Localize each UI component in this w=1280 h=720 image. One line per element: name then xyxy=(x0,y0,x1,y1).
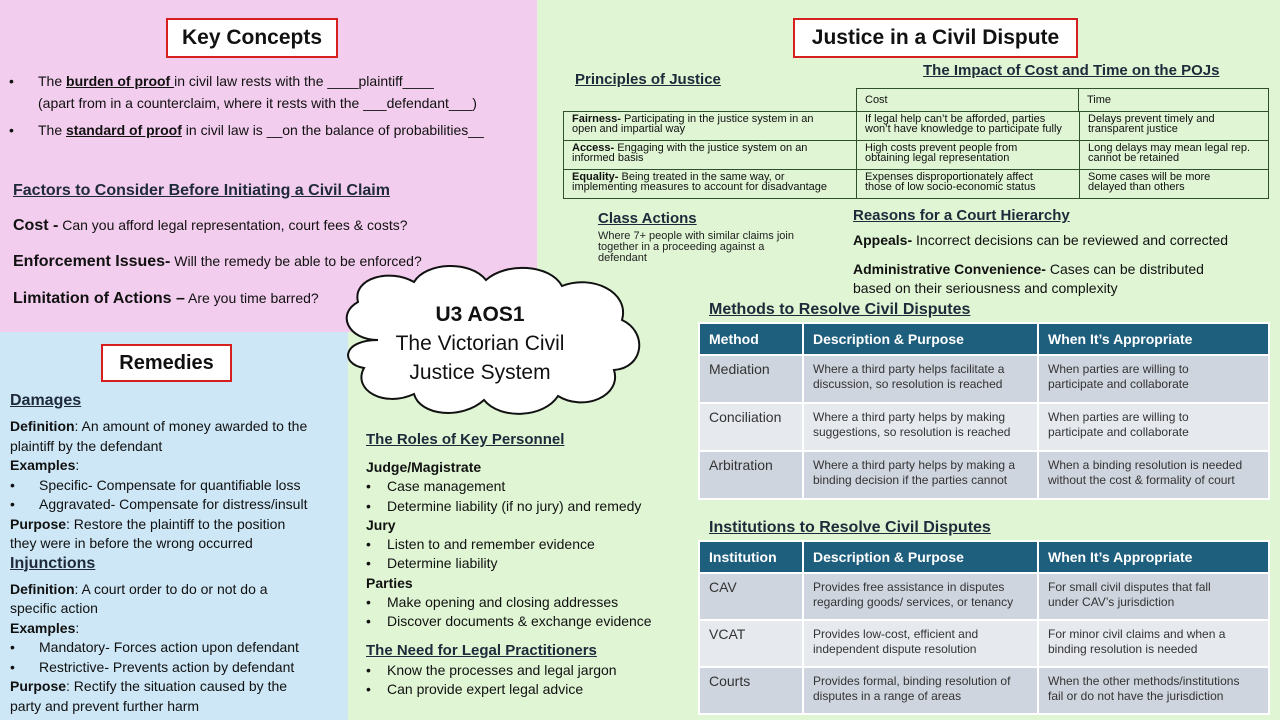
injunctions-definition-2: specific action xyxy=(10,600,98,616)
time-text: delayed than others xyxy=(1088,181,1185,193)
table-row xyxy=(699,573,1269,620)
bullet-icon: • xyxy=(366,536,371,553)
definition-text: : A court order to do or not do a xyxy=(74,580,268,597)
admin-reason xyxy=(853,261,1204,277)
b2-post: in civil law is __on the balance of probabilities__ xyxy=(181,122,484,138)
desc-line: Where a third party helps by making xyxy=(813,410,1006,424)
institution-when xyxy=(1038,573,1269,620)
bullet-icon: • xyxy=(10,639,15,655)
poj-table-header xyxy=(856,88,1269,112)
unit-label: U3 AOS1 xyxy=(435,303,525,326)
method-when xyxy=(1038,355,1269,403)
bullet-icon: • xyxy=(10,476,15,493)
damages-purpose-2: they were in before the wrong occurred xyxy=(10,535,253,551)
impact-heading: The Impact of Cost and Time on the POJs xyxy=(923,62,1220,79)
role-text: Listen to and remember evidence xyxy=(387,536,595,553)
time-text: Some cases will be more xyxy=(1088,171,1211,183)
column-header: When It’s Appropriate xyxy=(1038,541,1269,573)
header-cost: Cost xyxy=(857,89,1079,112)
example-text: Restrictive- Prevents action by defendant xyxy=(39,658,295,675)
factor-limitation xyxy=(13,290,319,308)
factor-label: Cost - xyxy=(13,217,59,234)
factors-heading: Factors to Consider Before Initiating a Civil Claim xyxy=(13,182,390,199)
desc-line: binding decision if the parties cannot xyxy=(813,473,1008,487)
burden-of-proof-term: burden of proof xyxy=(66,73,175,89)
institutions-heading: Institutions to Resolve Civil Disputes xyxy=(709,519,991,536)
desc-line: Provides free assistance in disputes xyxy=(813,580,1005,594)
examples-label: Examples xyxy=(10,457,76,473)
institution-name: VCAT xyxy=(699,620,803,667)
poj-desc: informed basis xyxy=(572,152,644,164)
example-text: Aggravated- Compensate for distress/insult xyxy=(39,496,308,512)
time-cell xyxy=(1080,141,1269,170)
list-item xyxy=(10,495,350,515)
bullet-icon: • xyxy=(10,658,15,675)
column-header: When It’s Appropriate xyxy=(1038,323,1269,355)
purpose-text: : Restore the plaintiff to the position xyxy=(66,515,286,532)
cost-cell xyxy=(857,141,1080,170)
purpose-text: : Rectify the situation caused by the xyxy=(66,678,288,694)
remedies-content xyxy=(10,391,350,716)
method-desc xyxy=(803,403,1038,451)
table-row xyxy=(699,620,1269,667)
table-row xyxy=(564,112,1269,141)
poj-term: Equality- xyxy=(572,171,619,183)
poj-cell xyxy=(564,141,857,170)
desc-line: Provides formal, binding resolution of xyxy=(813,674,1011,688)
role-text: Determine liability (if no jury) and remedy xyxy=(387,497,642,514)
counterclaim-note: (apart from in a counterclaim, where it rests with the ___defendant___) xyxy=(38,95,477,111)
bullet-icon: • xyxy=(366,555,371,572)
table-row xyxy=(564,170,1269,199)
poj-cell xyxy=(564,170,857,199)
poj-desc: open and impartial way xyxy=(572,123,686,135)
header-time: Time xyxy=(1079,89,1269,112)
table-row xyxy=(699,451,1269,499)
when-line: For minor civil claims and when a xyxy=(1048,627,1226,641)
examples-colon: : xyxy=(75,457,80,473)
appeals-label: Appeals- xyxy=(853,232,913,248)
institution-when xyxy=(1038,667,1269,714)
factor-cost xyxy=(13,217,408,235)
practitioner-text: Can provide expert legal advice xyxy=(387,680,584,697)
roles-section xyxy=(366,430,696,699)
admin-text: Cases can be distributed xyxy=(1045,261,1204,277)
list-item xyxy=(366,661,696,680)
column-header: Description & Purpose xyxy=(803,323,1038,355)
roles-heading: The Roles of Key Personnel xyxy=(366,431,565,448)
bullet-icon: • xyxy=(366,613,371,630)
bullet-icon: • xyxy=(366,661,371,678)
poj-cell xyxy=(564,112,857,141)
time-text: transparent justice xyxy=(1088,123,1178,135)
method-desc xyxy=(803,451,1038,499)
method-when xyxy=(1038,451,1269,499)
damages-definition xyxy=(10,417,350,437)
appeals-text: Incorrect decisions can be reviewed and corrected xyxy=(912,232,1229,248)
b1-pre: The xyxy=(38,73,67,89)
bullet-icon: • xyxy=(9,73,14,89)
list-item xyxy=(10,476,350,496)
damages-definition-2: plaintiff by the defendant xyxy=(10,437,163,454)
poj-desc: Engaging with the justice system on an xyxy=(614,142,808,154)
poj-desc: Participating in the justice system in an xyxy=(620,113,814,125)
definition-text: : An amount of money awarded to the xyxy=(74,418,308,434)
admin-reason-2: based on their seriousness and complexity xyxy=(853,280,1118,296)
list-item xyxy=(366,497,696,516)
poj-desc: Being treated in the same way, or xyxy=(618,171,785,183)
standard-of-proof-line xyxy=(38,122,484,138)
key-concepts-title: Key Concepts xyxy=(166,18,338,58)
bullet-icon: • xyxy=(366,594,371,611)
list-item xyxy=(366,612,696,631)
table-header-row xyxy=(699,323,1269,355)
role-group-name: Jury xyxy=(366,516,396,533)
when-line: When a binding resolution is needed xyxy=(1048,458,1243,472)
examples-label: Examples xyxy=(10,619,76,636)
purpose-label: Purpose xyxy=(10,678,67,694)
column-header: Method xyxy=(699,323,803,355)
when-line: participate and collaborate xyxy=(1048,377,1189,391)
institution-name: Courts xyxy=(699,667,803,714)
damages-examples-label xyxy=(10,456,350,476)
poj-heading: Principles of Justice xyxy=(575,71,721,88)
desc-line: Where a third party helps facilitate a xyxy=(813,362,1005,376)
when-line: When parties are willing to xyxy=(1048,362,1189,376)
cost-cell xyxy=(857,170,1080,199)
when-line: For small civil disputes that fall xyxy=(1048,580,1211,594)
injunctions-heading: Injunctions xyxy=(10,554,96,572)
table-row xyxy=(699,667,1269,714)
list-item xyxy=(366,554,696,573)
method-when xyxy=(1038,403,1269,451)
desc-line: Where a third party helps by making a xyxy=(813,458,1016,472)
poj-term: Access- xyxy=(572,142,615,154)
bullet-icon: • xyxy=(366,680,371,697)
examples-colon: : xyxy=(75,619,80,636)
desc-line: disputes in a range of areas xyxy=(813,689,962,703)
methods-table xyxy=(698,322,1270,500)
injunctions-purpose xyxy=(10,677,350,697)
time-cell xyxy=(1080,112,1269,141)
b2-pre: The xyxy=(38,122,67,138)
column-header: Institution xyxy=(699,541,803,573)
bullet-icon: • xyxy=(366,497,371,514)
institution-when xyxy=(1038,620,1269,667)
definition-label: Definition xyxy=(10,580,75,597)
column-header: Description & Purpose xyxy=(803,541,1038,573)
legal-practitioners-heading: The Need for Legal Practitioners xyxy=(366,641,597,659)
injunctions-definition xyxy=(10,580,350,600)
bullet-icon: • xyxy=(366,478,371,495)
injunctions-purpose-2: party and prevent further harm xyxy=(10,697,200,714)
method-name: Arbitration xyxy=(699,451,803,499)
bullet-icon: • xyxy=(10,496,15,512)
institution-name: CAV xyxy=(699,573,803,620)
class-actions-line: together in a proceeding against a xyxy=(598,241,765,253)
example-text: Mandatory- Forces action upon defendant xyxy=(39,639,299,655)
factor-label: Limitation of Actions – xyxy=(13,290,185,307)
cost-cell xyxy=(857,112,1080,141)
when-line: under CAV’s jurisdiction xyxy=(1048,595,1175,609)
factor-text: Are you time barred? xyxy=(184,290,319,306)
list-item xyxy=(366,477,696,496)
method-name: Mediation xyxy=(699,355,803,403)
poj-desc: implementing measures to account for disadvantage xyxy=(572,181,827,193)
role-group-name: Parties xyxy=(366,574,413,591)
bullet-icon: • xyxy=(9,122,14,138)
desc-line: independent dispute resolution xyxy=(813,642,977,656)
remedies-title: Remedies xyxy=(101,344,232,382)
cost-text: obtaining legal representation xyxy=(865,152,1010,164)
class-actions-line: Where 7+ people with similar claims join xyxy=(598,230,794,242)
cloud-text xyxy=(350,300,610,387)
factor-text: Will the remedy be able to be enforced? xyxy=(170,253,422,269)
purpose-label: Purpose xyxy=(10,515,67,532)
role-text: Case management xyxy=(387,478,506,495)
table-row xyxy=(564,141,1269,170)
list-item xyxy=(366,680,696,699)
factor-label: Enforcement Issues- xyxy=(13,253,171,270)
practitioner-text: Know the processes and legal jargon xyxy=(387,661,617,678)
cost-text: Expenses disproportionately affect xyxy=(865,171,1033,183)
time-text: Delays prevent timely and xyxy=(1088,113,1215,125)
desc-line: Provides low-cost, efficient and xyxy=(813,627,979,641)
poj-table xyxy=(563,111,1269,199)
appeals-reason xyxy=(853,232,1228,248)
institution-desc xyxy=(803,667,1038,714)
method-desc xyxy=(803,355,1038,403)
admin-label: Administrative Convenience- xyxy=(853,261,1046,277)
desc-line: discussion, so resolution is reached xyxy=(813,377,1003,391)
class-actions-line: defendant xyxy=(598,252,647,264)
table-row xyxy=(699,403,1269,451)
role-group-name: Judge/Magistrate xyxy=(366,459,482,475)
time-cell xyxy=(1080,170,1269,199)
cost-text: High costs prevent people from xyxy=(865,142,1018,154)
institution-desc xyxy=(803,620,1038,667)
desc-line: suggestions, so resolution is reached xyxy=(813,425,1011,439)
when-line: without the cost & formality of court xyxy=(1048,473,1235,487)
injunctions-examples-label xyxy=(10,619,350,639)
b1-mid: in civil law rests with the ____plaintiff____ xyxy=(174,73,434,89)
justice-title: Justice in a Civil Dispute xyxy=(793,18,1078,58)
desc-line: regarding goods/ services, or tenancy xyxy=(813,595,1014,609)
topic-line1: The Victorian Civil xyxy=(395,332,565,355)
class-actions-heading: Class Actions xyxy=(598,210,697,227)
when-line: When the other methods/institutions xyxy=(1048,674,1240,688)
list-item xyxy=(366,535,696,554)
time-text: cannot be retained xyxy=(1088,152,1180,164)
list-item xyxy=(10,638,350,658)
when-line: fail or do not have the jurisdiction xyxy=(1048,689,1224,703)
damages-heading: Damages xyxy=(10,392,82,409)
burden-of-proof-line xyxy=(38,73,434,89)
poj-term: Fairness- xyxy=(572,113,621,125)
cost-text: won’t have knowledge to participate fully xyxy=(865,123,1062,135)
hierarchy-heading: Reasons for a Court Hierarchy xyxy=(853,207,1070,224)
institutions-table xyxy=(698,540,1270,715)
standard-of-proof-term: standard of proof xyxy=(66,122,182,138)
damages-purpose xyxy=(10,515,350,535)
cost-text: those of low socio-economic status xyxy=(865,181,1036,193)
when-line: binding resolution is needed xyxy=(1048,642,1198,656)
institution-desc xyxy=(803,573,1038,620)
class-actions-text xyxy=(598,231,838,264)
role-text: Discover documents & exchange evidence xyxy=(387,613,652,630)
example-text: Specific- Compensate for quantifiable loss xyxy=(39,476,301,493)
definition-label: Definition xyxy=(10,418,75,434)
topic-line2: Justice System xyxy=(409,361,551,384)
time-text: Long delays may mean legal rep. xyxy=(1088,142,1251,154)
list-item xyxy=(10,658,350,678)
factor-text: Can you afford legal representation, court fees & costs? xyxy=(58,217,408,233)
methods-heading: Methods to Resolve Civil Disputes xyxy=(709,301,971,318)
table-row xyxy=(699,355,1269,403)
method-name: Conciliation xyxy=(699,403,803,451)
when-line: participate and collaborate xyxy=(1048,425,1189,439)
role-text: Determine liability xyxy=(387,555,498,572)
list-item xyxy=(366,593,696,612)
table-header-row xyxy=(699,541,1269,573)
role-text: Make opening and closing addresses xyxy=(387,594,619,611)
when-line: When parties are willing to xyxy=(1048,410,1189,424)
cost-text: If legal help can’t be afforded, parties xyxy=(865,113,1046,125)
